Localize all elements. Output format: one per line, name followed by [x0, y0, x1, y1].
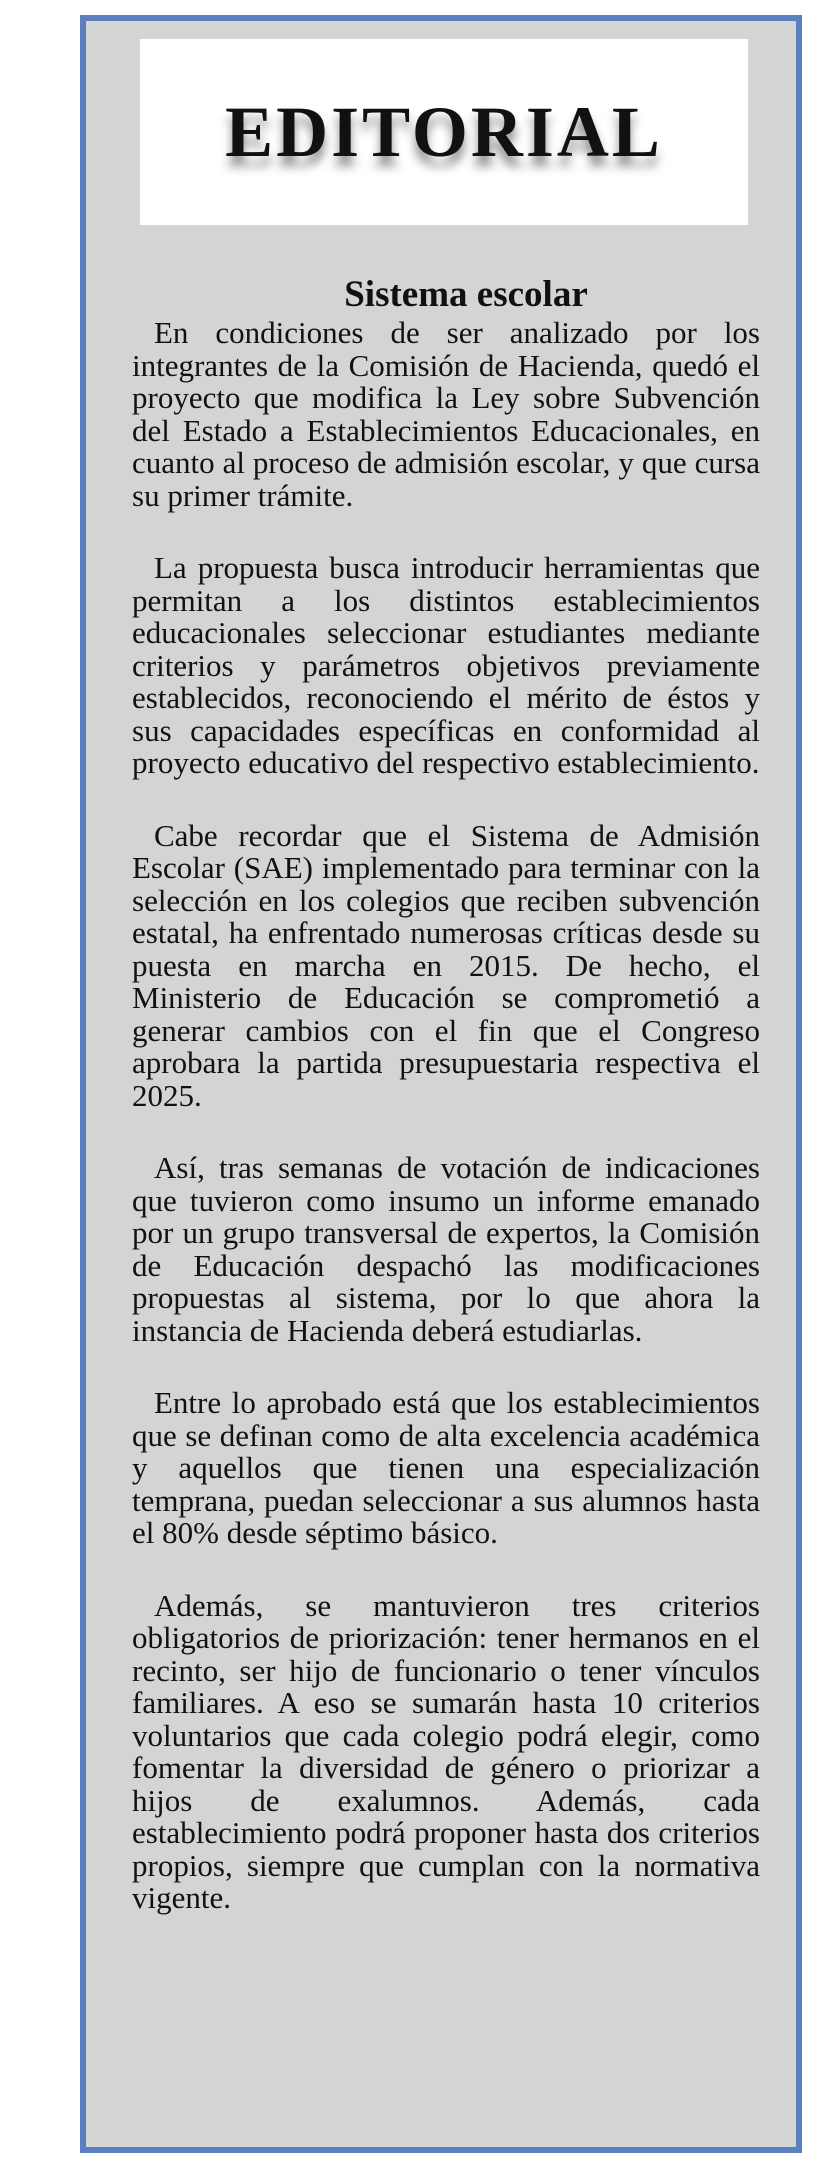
article-paragraph: En condiciones de ser analizado por los integrantes de la Comisión de Hacienda, quedó el proyecto que modifica la Ley sobre Subvención del Estado a Establecimientos Educacionales, en cuanto al proceso de admisión escolar, y que cursa su primer trámite. [132, 315, 760, 513]
masthead-box [140, 39, 748, 225]
article-paragraph: La propuesta busca introducir herramientas que permitan a los distintos establecimientos educacionales seleccionar estudiantes mediante criterios y parámetros objetivos previamente establecidos, reconociendo el mérito de éstos y sus capacidades específicas en conformidad al proyecto educativo del respectivo establecimiento. [132, 550, 760, 780]
article-headline: Sistema escolar [344, 274, 588, 315]
article-paragraph: Así, tras semanas de votación de indicaciones que tuvieron como insumo un informe emanado por un grupo transversal de expertos, la Comisión de Educación despachó las modificaciones propuestas al sistema, por lo que ahora la instancia de Hacienda deberá estudiarlas. [132, 1150, 760, 1348]
editorial-frame [80, 15, 802, 2153]
masthead-title: EDITORIAL [225, 91, 663, 172]
article-paragraph: Además, se mantuvieron tres criterios obligatorios de priorización: tener hermanos en el recinto, ser hijo de funcionario o tener vínculos familiares. A eso se sumarán hasta 10 criterios voluntarios que cada colegio podrá elegir, como fomentar la diversidad de género o priorizar a hijos de exalumnos. Además, cada establecimiento podrá proponer hasta dos criterios propios, siempre que cumplan con la normativa vigente. [132, 1587, 760, 1915]
article-paragraph: Entre lo aprobado está que los establecimientos que se definan como de alta excelencia académica y aquellos que tienen una especialización temprana, puedan seleccionar a sus alumnos hasta el 80% desde séptimo básico. [132, 1385, 760, 1550]
article-paragraph: Cabe recordar que el Sistema de Admisión Escolar (SAE) implementado para terminar con la selección en los colegios que reciben subvención estatal, ha enfrentado numerosas críticas desde su puesta en marcha en 2015. De hecho, el Ministerio de Educación se comprometió a generar cambios con el fin que el Congreso aprobara la partida presupuestaria respectiva el 2025. [132, 817, 760, 1113]
article [132, 275, 760, 1955]
